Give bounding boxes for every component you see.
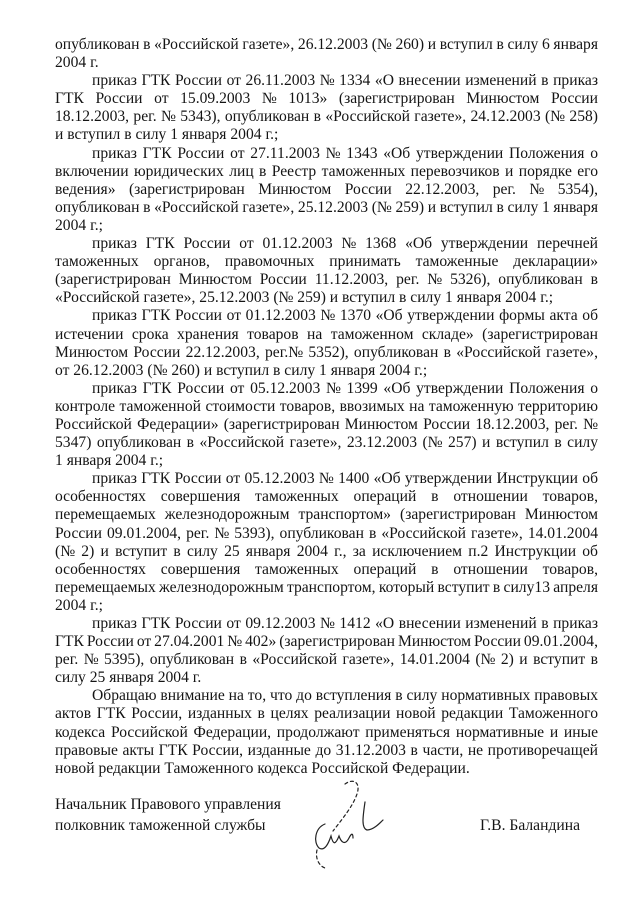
paragraph [55,145,598,235]
paragraph-line: опубликован в «Российской газете», 26.12.2003 (№ 260) и вступил в силу 6 января [55,36,598,53]
paragraph-line: перемещаемых железнодорожным транспортом» (зарегистрирован Минюстом [55,506,598,524]
paragraph-line: от 26.12.2003 (№ 260) и вступил в силу 1 января 2004 г.; [55,361,428,379]
paragraph [55,470,598,615]
signature-block [55,794,598,874]
paragraph-line: (зарегистрирован Минюстом России 11.12.2003, рег. № 5326), опубликован в [55,271,598,289]
handwritten-signature [303,776,393,871]
paragraph-line: приказ ГТК России от 05.12.2003 № 1400 «Об утверждении Инструкции об [92,470,598,488]
paragraph-line: ГТК России от 27.04.2001 № 402» (зарегистрирован Минюстом России 09.01.2004, [55,633,598,651]
paragraph-line: «Российской газете», 25.12.2003 (№ 259) и вступил в силу 1 января 2004 г.; [55,289,554,307]
paragraph [55,72,598,144]
paragraph-line: таможенных органов, правомочных принимать таможенные декларации» [55,253,598,271]
paragraph-line: 1 января 2004 г.; [55,452,164,470]
paragraph-line: опубликован в «Российской газете», 25.12.2003 (№ 259) и вступил в силу 1 января [55,198,598,216]
paragraph [55,615,598,687]
paragraph-line: кодекса Российской Федерации, продолжают применяться нормативные и иные [55,723,598,741]
paragraph-line: актов ГТК России, изданных в целях реализации новой редакции Таможенного [55,705,598,723]
paragraph-line: приказ ГТК России от 26.11.2003 № 1334 «О внесении изменений в приказ [92,72,598,90]
paragraph [55,687,598,777]
paragraph [55,380,598,470]
paragraph [55,235,598,307]
paragraph-line: истечении срока хранения товаров на таможенном складе» (зарегистрирован [55,325,598,343]
document-page [55,36,598,874]
signer-rank: полковник таможенной службы [55,816,266,834]
paragraph-line: приказ ГТК России от 01.12.2003 № 1368 «Об утверждении перечней [92,235,598,253]
signer-name: Г.В. Баландина [480,816,580,834]
paragraph-line: приказ ГТК России от 27.11.2003 № 1343 «Об утверждении Положения о [92,144,598,162]
paragraph-line: особенностях совершения таможенных операций в отношении товаров, [55,560,598,578]
paragraph-line: 2004 г.; [55,216,103,234]
paragraph-line: особенностях совершения таможенных операций в отношении товаров, [55,488,598,506]
paragraph-line: контроле таможенной стоимости товаров, ввозимых на таможенную территорию [55,397,598,415]
paragraph-line: ГТК России от 15.09.2003 № 1013» (зарегистрирован Минюстом России [55,90,598,108]
paragraph-line: 2004 г.; [55,596,103,614]
paragraph [55,307,598,379]
paragraph-line: перемещаемых железнодорожным транспортом, который вступит в силу13 апреля [55,578,598,596]
paragraph-line: Российской Федерации» (зарегистрирован Минюстом России 18.12.2003, рег. № [55,415,598,433]
signer-position-title: Начальник Правового управления [55,795,281,813]
paragraph-line: новой редакции Таможенного кодекса Российской Федерации. [55,759,470,777]
paragraph-line: (№ 2) и вступит в силу 25 января 2004 г., за исключением п.2 Инструкции об [55,542,598,560]
paragraph-line: 18.12.2003, рег. № 5343), опубликован в «Российской газете», 24.12.2003 (№ 258) [55,108,598,126]
paragraph [55,36,598,72]
paragraph-line: Обращаю внимание на то, что до вступления в силу нормативных правовых [92,687,598,705]
paragraph-line: России 09.01.2004, рег. № 5393), опубликован в «Российской газете», 14.01.2004 [55,524,598,542]
paragraph-line: приказ ГТК России от 05.12.2003 № 1399 «Об утверждении Положения о [92,379,598,397]
paragraph-line: силу 25 января 2004 г. [55,669,202,687]
paragraph-line: приказ ГТК России от 01.12.2003 № 1370 «Об утверждении формы акта об [92,307,598,325]
paragraph-line: ведения» (зарегистрирован Минюстом России 22.12.2003, рег. № 5354), [55,180,598,198]
paragraph-line: и вступил в силу 1 января 2004 г.; [55,126,279,144]
paragraph-line: 5347) опубликован в «Российской газете», 23.12.2003 (№ 257) и вступил в силу [55,434,598,452]
paragraph-line: 2004 г. [55,54,99,72]
document-body [55,36,598,778]
paragraph-line: правовые акты ГТК России, изданные до 31.12.2003 в части, не противоречащей [55,741,598,759]
paragraph-line: рег. № 5395), опубликован в «Российской газете», 14.01.2004 (№ 2) и вступит в [55,651,598,669]
paragraph-line: включении юридических лиц в Реестр таможенных перевозчиков и порядке его [55,162,598,180]
paragraph-line: Минюстом России 22.12.2003, рег.№ 5352), опубликован в «Российской газете», [55,343,598,361]
paragraph-line: приказ ГТК России от 09.12.2003 № 1412 «О внесении изменений в приказ [92,615,598,632]
